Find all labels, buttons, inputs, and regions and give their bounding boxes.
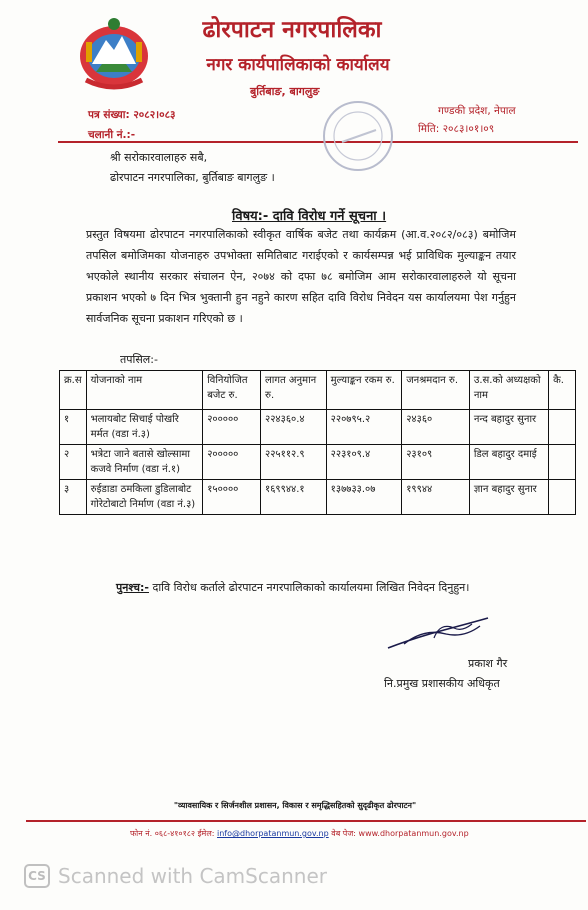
web-label: वेब पेज: [331,829,356,838]
office-stamp [318,96,404,176]
table-cell [549,410,576,445]
table-cell: १ [60,410,87,445]
table-cell: भत्रेटा जाने बतासे खोल्सामा कजवे निर्माण (वडा नं.१) [86,445,203,480]
table-cell: डिल बहादुर दमाई [469,445,548,480]
municipality-name: ढोरपाटन नगरपालिका [202,17,382,43]
website-link[interactable]: www.dhorpatanmun.gov.np [358,829,469,838]
table-cell [549,480,576,515]
postscript-label: पुनश्च:- [116,581,149,594]
handwritten-signature [384,608,494,656]
notice-subject: विषय:- दावि विरोध गर्ने सूचना । [232,209,387,224]
office-place: बुर्तिबाङ, बागलुङ [250,85,320,98]
dispatch-number: चलानी नं.:- [88,129,136,141]
nepal-emblem-logo [66,12,162,96]
camscanner-logo-icon: CS [24,864,50,888]
table-cell: ३ [60,480,87,515]
table-row [60,480,576,515]
phone-number: फोन नं. ०६८-४१०१८२ [130,829,196,838]
table-cell [549,445,576,480]
table-cell: २२५११२.९ [261,445,327,480]
footer-divider [26,820,586,822]
table-cell: रुईडाडा ठमकिला डुडिलाबोट गोरेटोबाटो निर्माण (वडा नं.३) [86,480,203,515]
table-cell: २००००० [203,410,261,445]
camscanner-watermark: Scanned with CamScanner [58,864,327,888]
table-cell: २२३१०९.४ [326,445,402,480]
contact-footer [130,828,469,839]
projects-table [59,370,576,515]
details-label: तपसिल:- [120,353,158,366]
column-header: योजनाको नाम [86,371,203,410]
column-header: लागत अनुमान रु. [261,371,327,410]
table-cell: २३१०९ [402,445,470,480]
letter-number: पत्र संख्या: २०८२।०८३ [88,109,176,121]
table-cell: १६९९४४.१ [261,480,327,515]
table-cell: ज्ञान बहादुर सुनार [469,480,548,515]
column-header: जनश्रमदान रु. [402,371,470,410]
table-cell: २००००० [203,445,261,480]
table-row [60,410,576,445]
postscript-text: दावि विरोध कर्ताले ढोरपाटन नगरपालिकाको कार्यालयमा लिखित निवेदन दिनुहुन। [152,581,470,594]
column-header: विनियोजित बजेट रु. [203,371,261,410]
recipient-line-2: ढोरपाटन नगरपालिका, बुर्तिबाङ बागलुङ । [110,171,275,184]
column-header: मुल्याङ्कन रकम रु. [326,371,402,410]
email-label: ईमेल: [197,829,215,838]
office-slogan: "व्यावसायिक र सिर्जनशील प्रशासन, विकास र समृद्धिसहितको सुदृढीकृत ढोरपाटन" [173,801,417,810]
table-cell: नन्द बहादुर सुनार [469,410,548,445]
table-row [60,445,576,480]
column-header: क्र.स [60,371,87,410]
province-label: गण्डकी प्रदेश, नेपाल [438,105,516,117]
table-cell: १५०००० [203,480,261,515]
office-name: नगर कार्यपालिकाको कार्यालय [206,55,390,75]
table-cell: २ [60,445,87,480]
table-cell: भलायबोट सिचाई पोखरि मर्मत (वडा नं.३) [86,410,203,445]
email-link[interactable]: info@dhorpatanmun.gov.np [217,829,329,838]
column-header: उ.स.को अध्यक्षको नाम [469,371,548,410]
table-header-row [60,371,576,410]
postscript [116,580,469,595]
table-cell: २४३६० [402,410,470,445]
recipient-line-1: श्री सरोकारवालाहरु सबै, [110,151,208,164]
signer-designation: नि.प्रमुख प्रशासकीय अधिकृत [384,677,500,690]
table-cell: २२०७९५.२ [326,410,402,445]
notice-body: प्रस्तुत विषयमा ढोरपाटन नगरपालिकाको स्वीकृत वार्षिक बजेट तथा कार्यक्रम (आ.व.२०८२/०८३) बमोजिम तपसिल बमोजिमका योजनाहरु उपभोक्ता समितिबाट गराईएको र कार्यसम्पन्न भई प्राविधिक मुल्याङ्कन तयार भएकोले स्थानीय सरकार संचालन ऐन, २०७४ को दफा ७८ बमोजिम आम सरोकारवालाहरुले यो सूचना प्रकाशन भएको ७ दिन भित्र भुक्तानी हुन नहुने कारण सहित दावि विरोध निवेदन यस कार्यालयमा पेश गर्नुहुन सार्वजनिक सूचना प्रकाशन गरिएको छ । [86,228,516,325]
table-cell: २२४३६०.४ [261,410,327,445]
table-cell: १९९४४ [402,480,470,515]
column-header: कै. [549,371,576,410]
date-label: मिति: २०८३।०१।०९ [418,123,495,135]
signer-name: प्रकाश गैर [468,657,508,670]
table-cell: १३७७३३.०७ [326,480,402,515]
